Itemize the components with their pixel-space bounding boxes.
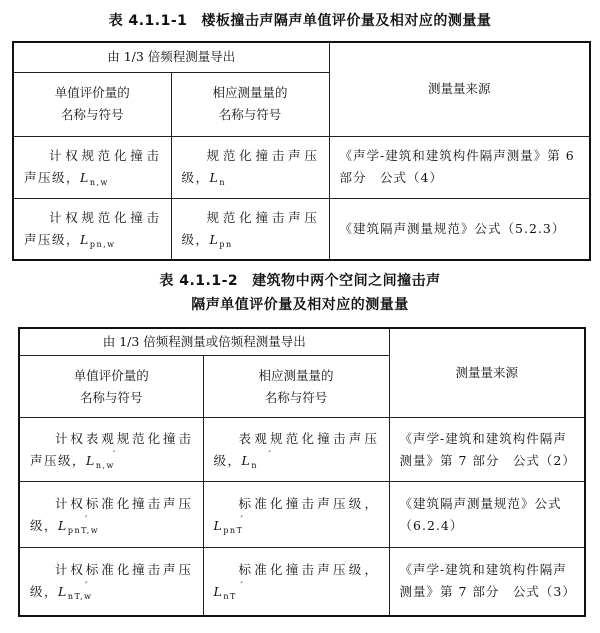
- table1: [12, 41, 591, 261]
- table2-row2-source: 《建筑隔声测量规范》公式（6.2.4）: [389, 482, 585, 548]
- table2-row1-measure: 表观规范化撞击声压级，L $'_n$: [203, 418, 389, 482]
- table1-row2-source: 《建筑隔声测量规范》公式（5.2.3）: [329, 198, 590, 260]
- table2-row2-metric: 计权标准化撞击声压级，L $'_{pnT,w}$: [19, 482, 203, 548]
- table2-col1-header: 单值评价量的 名称与符号: [19, 356, 203, 418]
- table2-row2-measure: 标准化撞击声压级，L $'_{pnT}$: [203, 482, 389, 548]
- table1-row1-metric: 计权规范化撞击声压级，$L_{n,w}$: [13, 136, 171, 198]
- table1-header-row: [13, 42, 590, 72]
- table2-caption-line2: [0, 296, 600, 314]
- table1-group-header: 由 1/3 倍频程测量导出: [13, 42, 329, 72]
- table2-row3-metric: 计权标准化撞击声压级，L $'_{nT,w}$: [19, 548, 203, 616]
- table1-title: 楼板撞击声隔声单值评价量及相对应的测量量: [201, 13, 492, 29]
- table-row: [13, 136, 590, 198]
- table2-row3-source: 《声学-建筑和建筑构件隔声测量》第 7 部分 公式（3）: [389, 548, 585, 616]
- table2-number: 表 4.1.1-2: [159, 273, 239, 289]
- table-row: [19, 418, 585, 482]
- table1-row2-metric: 计权规范化撞击声压级，$L_{pn,w}$: [13, 198, 171, 260]
- table2-source-header: 测量量来源: [389, 328, 585, 418]
- table2-caption: [0, 272, 600, 290]
- table1-row1-measure: 规范化撞击声压级，$L_n$: [171, 136, 329, 198]
- table-row: [19, 548, 585, 616]
- table1-row2-measure: 规范化撞击声压级，$L_{pn}$: [171, 198, 329, 260]
- table2-row3-measure: 标准化撞击声压级，L $'_{nT}$: [203, 548, 389, 616]
- table2-row1-metric: 计权表观规范化撞击声压级，L $'_{n,w}$: [19, 418, 203, 482]
- table2-title-line1: 建筑物中两个空间之间撞击声: [252, 273, 441, 289]
- table2-title-line2: 隔声单值评价量及相对应的测量量: [191, 297, 409, 313]
- table1-number: 表 4.1.1-1: [108, 13, 188, 29]
- table2-group-header: 由 1/3 倍频程测量或倍频程测量导出: [19, 328, 389, 356]
- table2: [18, 327, 586, 617]
- table1-col1-header: 单值评价量的 名称与符号: [13, 72, 171, 136]
- table-row: [13, 198, 590, 260]
- table-row: [19, 482, 585, 548]
- table1-col2-header: 相应测量量的 名称与符号: [171, 72, 329, 136]
- table1-source-header: 测量量来源: [329, 42, 590, 136]
- table2-header-row: [19, 328, 585, 356]
- table1-caption: [0, 12, 600, 30]
- table2-col2-header: 相应测量量的 名称与符号: [203, 356, 389, 418]
- table1-row1-source: 《声学-建筑和建筑构件隔声测量》第 6 部分 公式（4）: [329, 136, 590, 198]
- table2-row1-source: 《声学-建筑和建筑构件隔声测量》第 7 部分 公式（2）: [389, 418, 585, 482]
